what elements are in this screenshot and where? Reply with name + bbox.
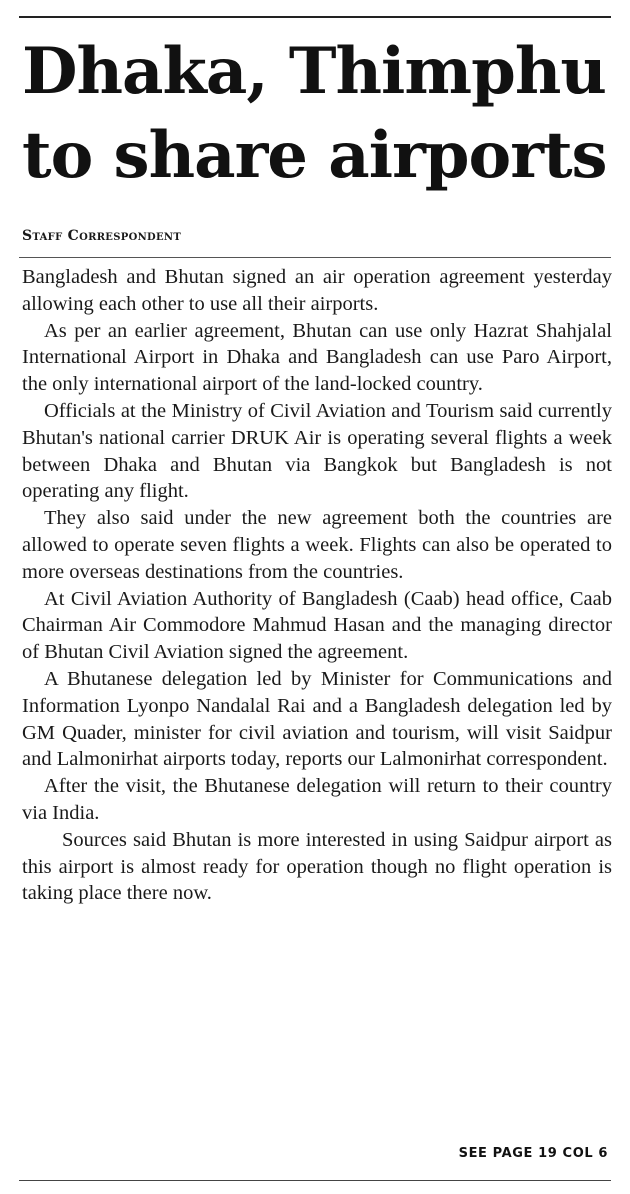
article-body <box>22 264 612 907</box>
paragraph-1: Bangladesh and Bhutan signed an air operation agreement yesterday allowing each other to use all their airports. <box>22 266 612 315</box>
paragraph-3: Officials at the Ministry of Civil Aviation and Tourism said currently Bhutan's national carrier DRUK Air is operating several flights a week between Dhaka and Bhutan via Bangkok but Bangladesh is not operating any flight. <box>22 399 612 503</box>
paragraph-8: Sources said Bhutan is more interested in using Saidpur airport as this airport is almost ready for operation though no flight operation is taking place there now. <box>22 828 612 905</box>
paragraph-5: At Civil Aviation Authority of Bangladesh (Caab) head office, Caab Chairman Air Commodore Mahmud Hasan and the managing director of Bhutan Civil Aviation signed the agreement. <box>22 587 612 664</box>
continuation-note: SEE PAGE 19 COL 6 <box>458 1146 608 1161</box>
headline-line-2: to share airports <box>22 118 607 193</box>
byline-rule <box>19 257 611 258</box>
paragraph-4: They also said under the new agreement both the countries are allowed to operate seven flights a week. Flights can also be operated to more overseas destinations from the countries. <box>22 507 612 583</box>
top-rule <box>19 16 611 18</box>
bottom-rule <box>19 1180 611 1181</box>
headline-line-1: Dhaka, Thimphu <box>22 34 606 109</box>
paragraph-7: After the visit, the Bhutanese delegation will return to their country via India. <box>22 775 612 824</box>
headline <box>22 30 622 198</box>
paragraph-6: A Bhutanese delegation led by Minister for Communications and Information Lyonpo Nandalal Rai and a Bangladesh delegation led by GM Quader, minister for civil aviation and tourism, will visit Saidpur and Lalmonirhat airports today, reports our Lalmonirhat correspondent. <box>22 667 612 771</box>
byline: Staff Correspondent <box>22 228 182 244</box>
paragraph-2: As per an earlier agreement, Bhutan can use only Hazrat Shahjalal International Airport in Dhaka and Bangladesh can use Paro Airport, the only international airport of the land-locked country. <box>22 319 612 396</box>
